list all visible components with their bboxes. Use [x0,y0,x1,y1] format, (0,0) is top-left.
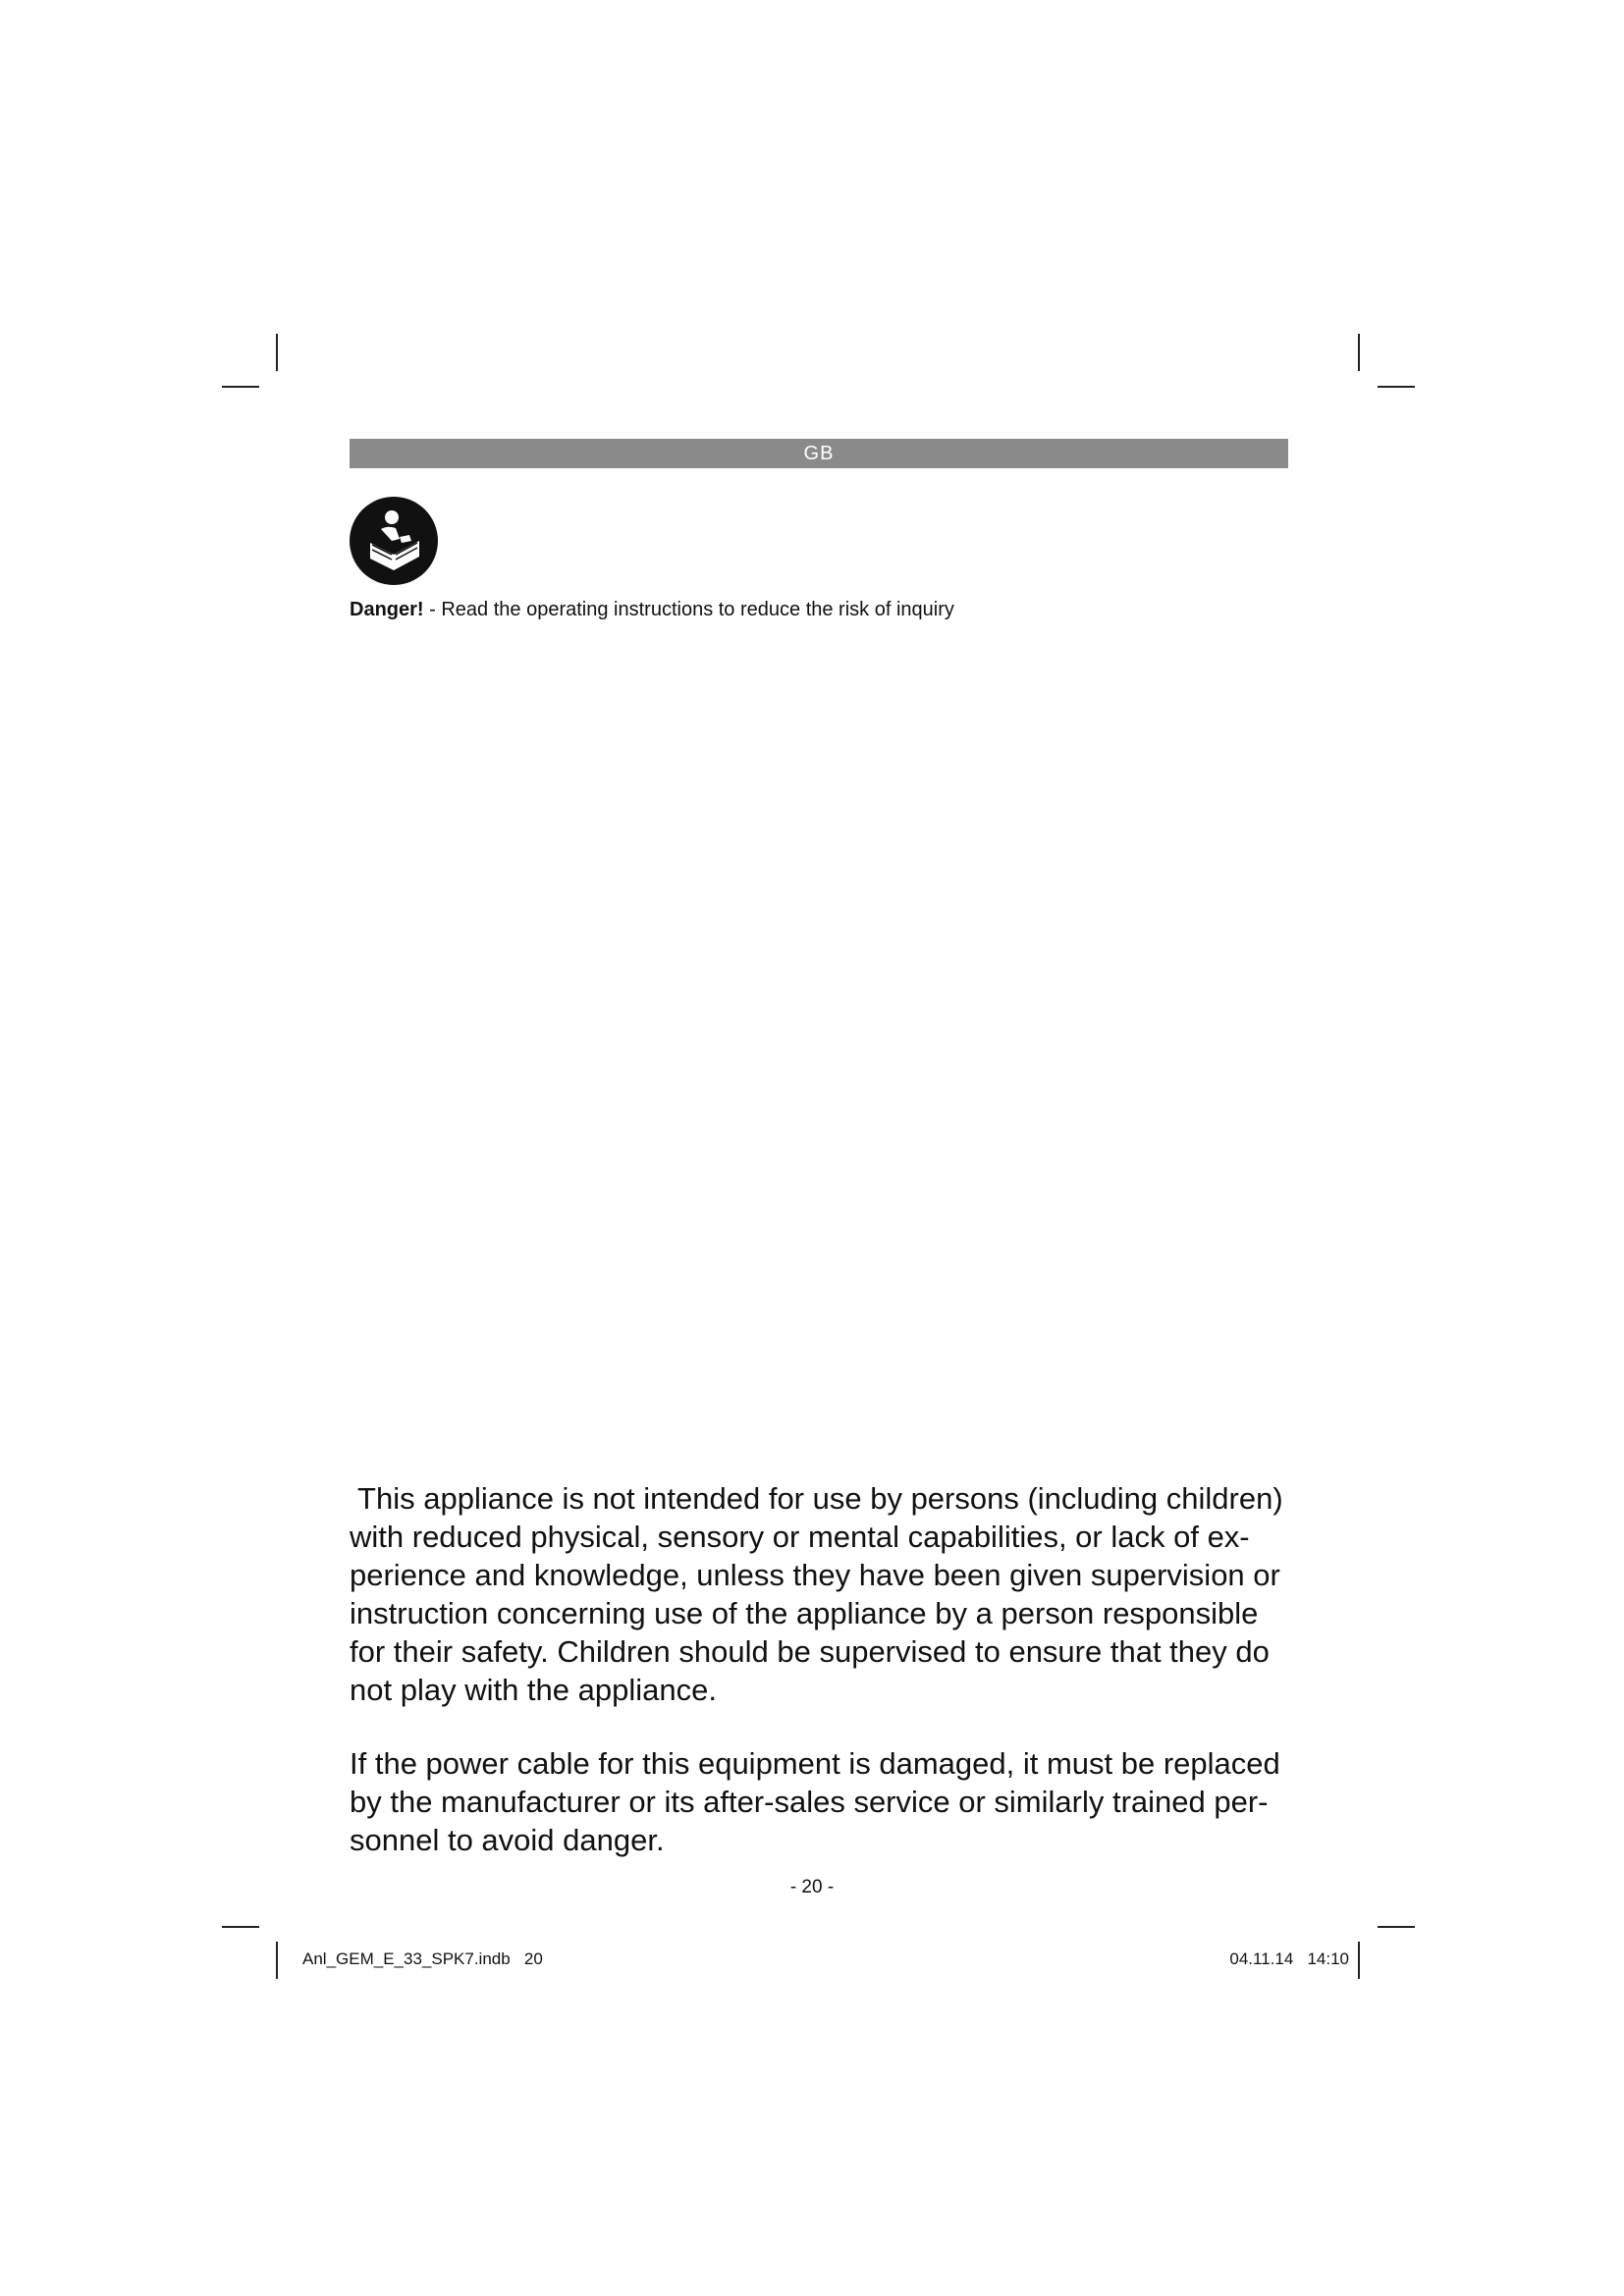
language-header-bar [350,439,1288,468]
danger-text: - Read the operating instructions to reduce the risk of inquiry [423,599,954,620]
crop-mark-bottom-right-horizontal [1378,1926,1415,1928]
crop-mark-bottom-left-horizontal [222,1926,259,1928]
paragraph-line: This appliance is not intended for use by persons (including children) [350,1481,1283,1516]
crop-mark-bottom-right-vertical [1358,1942,1360,1979]
read-manual-icon [349,496,439,586]
language-code: GB [803,443,835,464]
crop-mark-top-left-horizontal [222,386,259,388]
paragraph-line: sonnel to avoid danger. [350,1823,665,1857]
paragraph-line: by the manufacturer or its after-sales service or similarly trained per- [350,1785,1269,1819]
paragraph-line: not play with the appliance. [350,1673,717,1707]
paragraph-line: with reduced physical, sensory or mental capabilities, or lack of ex- [350,1520,1250,1554]
paragraph-power-cable [350,1744,1312,1859]
danger-warning [350,597,954,622]
page-number: - 20 - [789,1877,835,1897]
paragraph-supervision [350,1479,1312,1709]
paragraph-line: perience and knowledge, unless they have been given supervision or [350,1558,1280,1592]
crop-mark-top-right-horizontal [1378,386,1415,388]
footer-file-name: Anl_GEM_E_33_SPK7.indb 20 [302,1949,543,1968]
footer-timestamp: 04.11.14 14:10 [1229,1949,1349,1968]
paragraph-line: If the power cable for this equipment is damaged, it must be replaced [350,1746,1280,1781]
crop-mark-top-right-vertical [1358,334,1360,371]
crop-mark-bottom-left-vertical [276,1942,278,1979]
crop-mark-top-left-vertical [276,334,278,371]
paragraph-line: for their safety. Children should be supervised to ensure that they do [350,1634,1270,1669]
danger-label: Danger! [350,599,424,620]
paragraph-line: instruction concerning use of the appliance by a person responsible [350,1596,1259,1630]
